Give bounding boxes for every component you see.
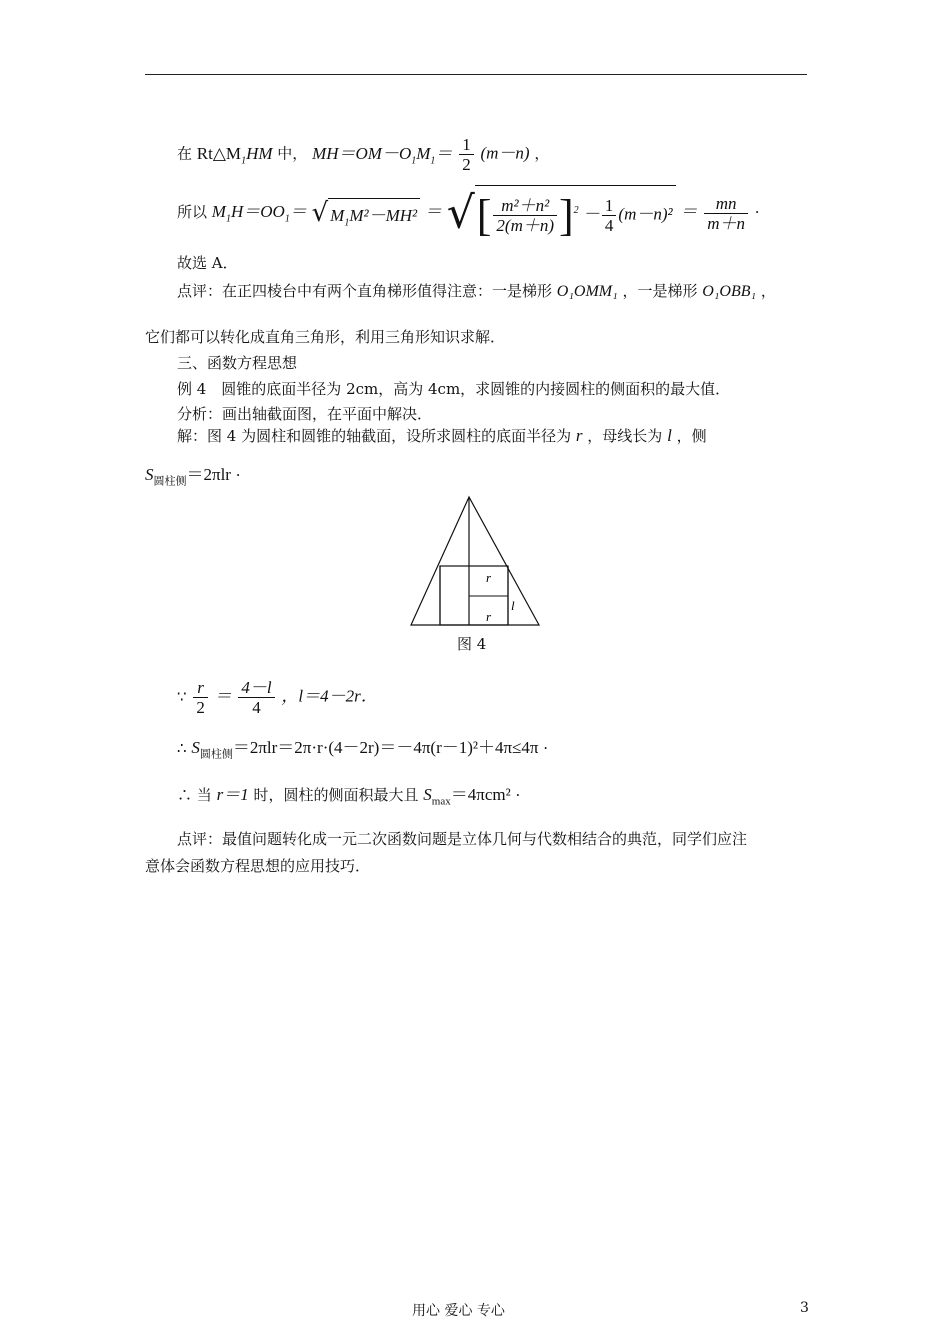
example-statement: 例 4 圆锥的底面半径为 2cm，高为 4cm，求圆锥的内接圆柱的侧面积的最大值． — [177, 380, 731, 398]
text-line-comment-trapezoid: 点评：在正四棱台中有两个直角梯形值得注意：一是梯形 O₁OMM₁ ，一是梯形 O₁OBB₁ ， — [177, 282, 776, 300]
text-line-conversion: 它们都可以转化成直角三角形，利用三角形知识求解． — [145, 328, 506, 346]
label-r-bottom: r — [486, 609, 492, 624]
page-number: 3 — [800, 1300, 809, 1316]
cone-cylinder-figure — [405, 493, 545, 637]
text-line-choice: 故选 A． — [177, 254, 238, 272]
solution-line: 解：图 4 为圆柱和圆锥的轴截面，设所求圆柱的底面半径为 r ，母线长为 l ，侧 — [177, 426, 707, 445]
section-heading: 三、函数方程思想 — [177, 354, 298, 372]
footer-motto: 用心 爱心 专心 — [412, 1303, 505, 1319]
header-rule — [145, 74, 807, 75]
proportion-line: ∵ $\frac{r}{2}$ ＝ $\frac{4-l}{4}$ ，l＝4－2r． — [177, 678, 378, 717]
text-line-m1h-formula: 所以 $M_1H=OO_1=$ √ $M_1M^2-MH^2$ ＝ √[ $\frac{\text{m²＋n²}}{2(m+n)}$ ]$^2$ － $\frac{1}{4}$ (m－n)² ＝ $\frac{mn}{m+n}$ · — [177, 185, 760, 241]
comment-line-1: 点评：最值问题转化成一元二次函数问题是立体几何与代数相结合的典范，同学们应注 — [177, 830, 748, 848]
label-r-top: r — [486, 570, 492, 585]
area-chain-line: ∴ $S_{圆柱侧}=2\pi lr=2\pi\cdot r\cdot(4-2r)=-4\pi(r-1)^2+4\pi\le 4\pi$ · — [177, 738, 549, 761]
analysis-line: 分析：画出轴截面图，在平面中解决． — [177, 405, 433, 423]
maximum-line: ∴ 当 r＝1 时，圆柱的侧面积最大且 $S_{max}=4\pi cm^2$ · — [177, 785, 521, 808]
comment-line-2: 意体会函数方程思想的应用技巧． — [145, 857, 371, 875]
lateral-area-formula: $S_{圆柱侧}=2\pi lr$ · — [145, 465, 241, 488]
figure-caption: 图 4 — [457, 635, 487, 653]
label-l: l — [511, 598, 515, 613]
text-line-rt-triangle: 在 $Rt\triangle M_1HM$ 中， $MH=OM-O_1M_1=$ $\frac{1}{2}$ (m－n) ， — [177, 135, 550, 174]
